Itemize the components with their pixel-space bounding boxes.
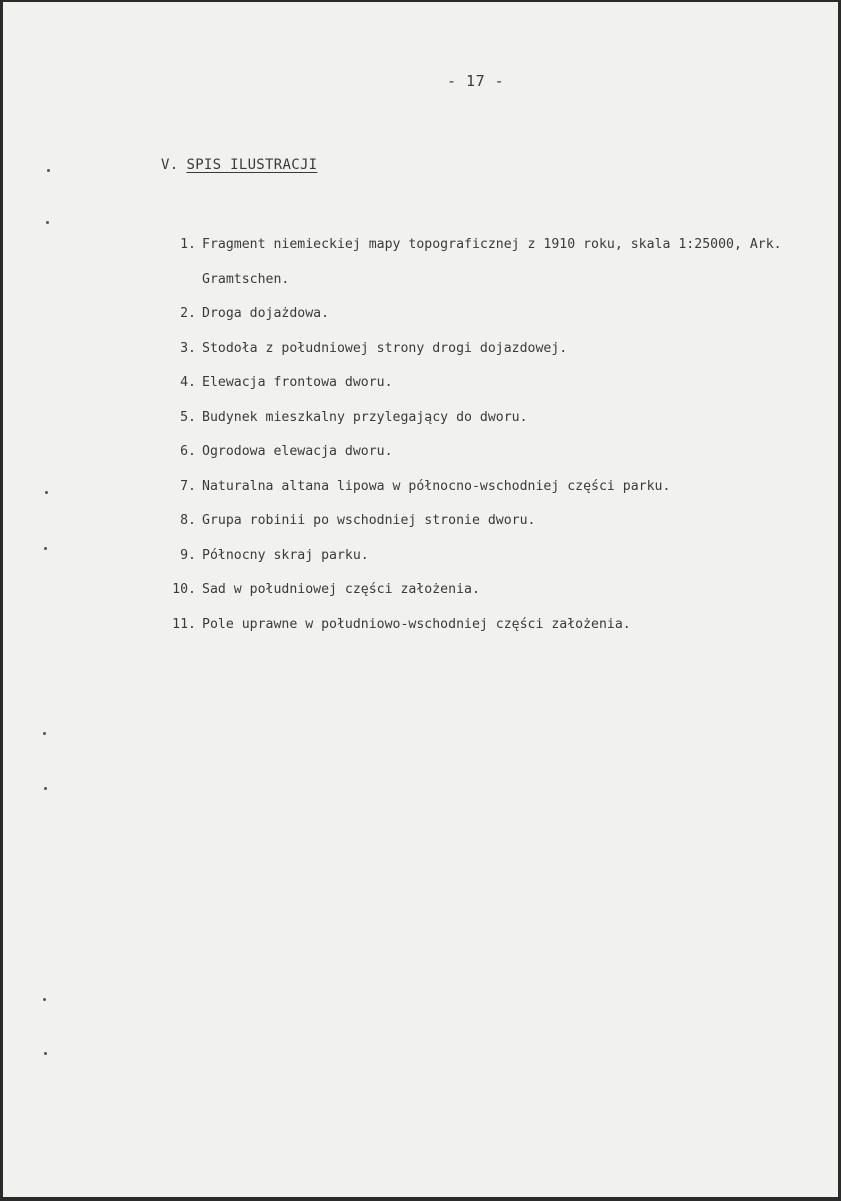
margin-dot bbox=[44, 787, 47, 790]
item-number: 8. bbox=[180, 513, 196, 528]
section-heading bbox=[161, 157, 317, 173]
list-item bbox=[153, 332, 833, 367]
item-text: Elewacja frontowa dworu. bbox=[202, 375, 393, 390]
list-item bbox=[153, 504, 833, 539]
item-number: 1. bbox=[180, 237, 196, 252]
item-text: Naturalna altana lipowa w północno-wschodniej części parku. bbox=[202, 478, 671, 494]
list-item bbox=[153, 435, 833, 470]
list-item bbox=[153, 608, 833, 643]
margin-dot bbox=[44, 1052, 47, 1055]
item-text: Droga dojażdowa. bbox=[202, 306, 330, 321]
item-number: 6. bbox=[180, 444, 196, 459]
item-number: 3. bbox=[180, 340, 196, 356]
list-item bbox=[153, 573, 833, 608]
page-number: - 17 - bbox=[447, 72, 505, 90]
item-text: Stodoła z południowej strony drogi dojazdowej. bbox=[202, 340, 568, 356]
list-item bbox=[153, 297, 833, 332]
section-number: V. bbox=[161, 157, 179, 173]
item-text: Budynek mieszkalny przylegający do dworu. bbox=[202, 409, 528, 425]
margin-dot bbox=[46, 221, 49, 224]
item-text: Północny skraj parku. bbox=[202, 547, 369, 563]
margin-dot bbox=[43, 732, 46, 735]
margin-dot bbox=[44, 547, 47, 550]
list-item bbox=[153, 539, 833, 574]
list-item bbox=[153, 366, 833, 401]
list-item bbox=[153, 228, 833, 297]
illustration-list bbox=[153, 228, 833, 642]
list-item bbox=[153, 401, 833, 436]
item-text: Sad w południowej części założenia. bbox=[202, 582, 480, 597]
item-number: 5. bbox=[180, 409, 196, 425]
list-item bbox=[153, 470, 833, 505]
item-text: Ogrodowa elewacja dworu. bbox=[202, 444, 393, 459]
item-number: 11. bbox=[172, 616, 196, 632]
margin-dot bbox=[45, 491, 48, 494]
document-page bbox=[3, 2, 838, 1197]
item-number: 2. bbox=[180, 306, 196, 321]
item-text: Fragment niemieckiej mapy topograficznej z 1910 roku, skala 1:25000, Ark. Gramtschen. bbox=[202, 237, 782, 287]
item-number: 4. bbox=[180, 375, 196, 390]
item-number: 10. bbox=[172, 582, 196, 597]
item-number: 7. bbox=[180, 478, 196, 494]
item-text: Grupa robinii po wschodniej stronie dworu. bbox=[202, 513, 536, 528]
margin-dot bbox=[43, 998, 46, 1001]
margin-dot bbox=[47, 169, 50, 172]
section-title: SPIS ILUSTRACJI bbox=[186, 157, 318, 173]
item-text: Pole uprawne w południowo-wschodniej części założenia. bbox=[202, 616, 631, 632]
item-number: 9. bbox=[180, 547, 196, 563]
